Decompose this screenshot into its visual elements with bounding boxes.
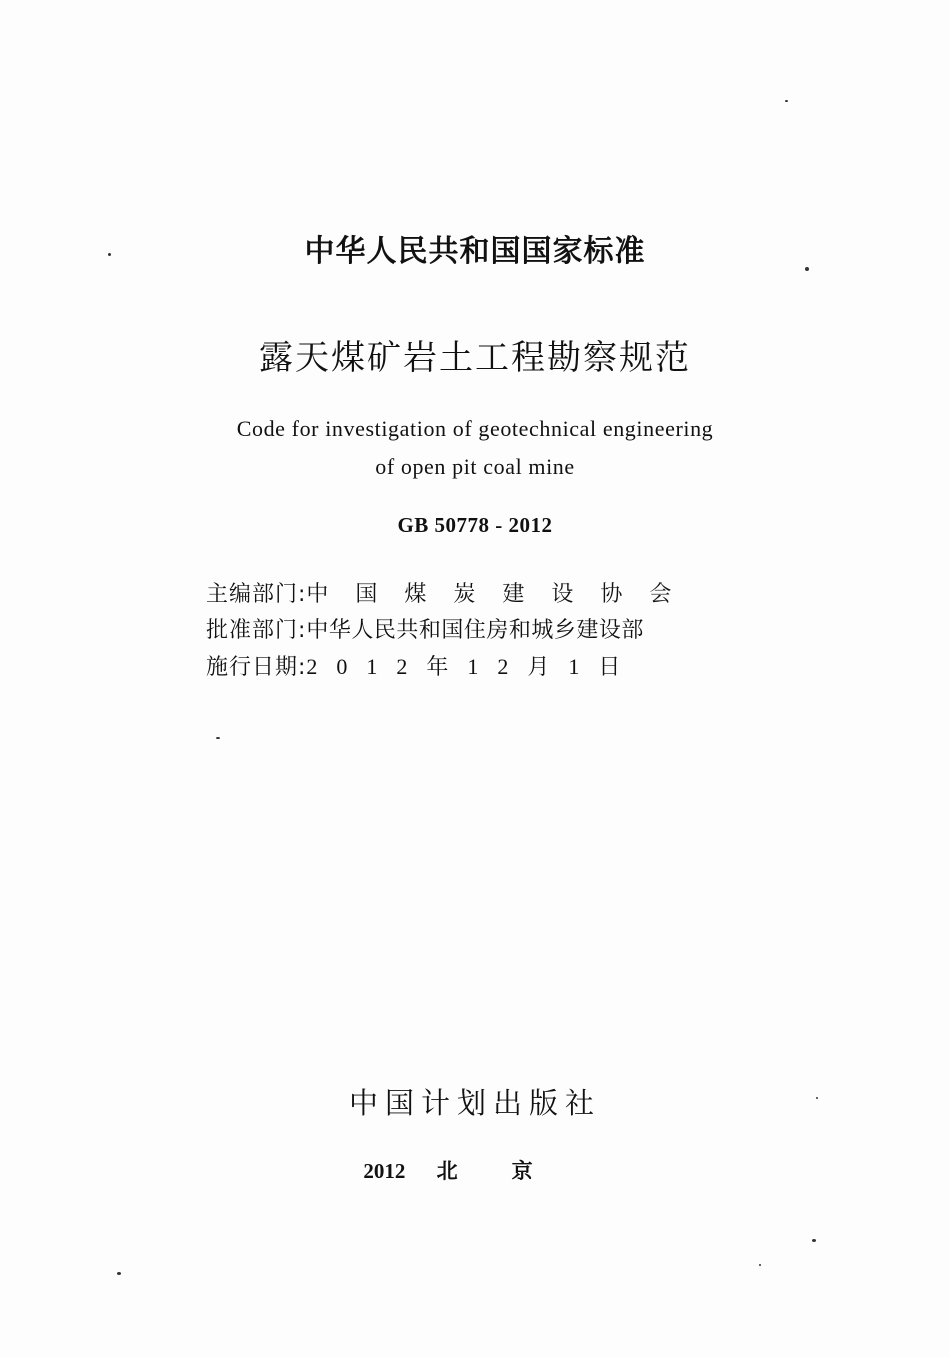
title-english-line-2: of open pit coal mine bbox=[375, 454, 575, 479]
editor-value: 中国煤炭建设协会 bbox=[306, 582, 699, 607]
title-chinese: 露天煤矿岩土工程勘察规范 bbox=[259, 338, 691, 378]
publication-place-year bbox=[0, 1155, 950, 1185]
publisher-name: 中国计划出版社 bbox=[348, 1086, 601, 1120]
scan-speck bbox=[216, 737, 220, 739]
publication-details bbox=[206, 577, 698, 685]
approver-value: 中华人民共和国住房和城乡建设部 bbox=[306, 618, 644, 643]
effective-date-row bbox=[206, 649, 698, 685]
standard-series-heading: 中华人民共和国国家标准 bbox=[304, 234, 646, 269]
scan-speck bbox=[816, 1097, 818, 1099]
approver-label: 批准部门: bbox=[206, 618, 307, 643]
publication-city: 北京 bbox=[436, 1159, 587, 1183]
scan-speck bbox=[805, 267, 809, 271]
publication-year: 2012 bbox=[363, 1159, 406, 1183]
scan-speck bbox=[117, 1272, 121, 1275]
editor-label: 主编部门: bbox=[206, 582, 307, 607]
scan-speck bbox=[759, 1264, 761, 1266]
editor-row bbox=[206, 577, 698, 613]
title-english bbox=[0, 410, 950, 486]
effective-date-label: 施行日期: bbox=[206, 655, 307, 680]
approver-row bbox=[206, 613, 698, 649]
standard-code: GB 50778 - 2012 bbox=[397, 513, 553, 537]
title-english-line-1: Code for investigation of geotechnical engineering bbox=[236, 416, 714, 441]
scan-speck bbox=[108, 253, 111, 256]
scan-speck bbox=[785, 100, 788, 102]
scan-speck bbox=[812, 1239, 816, 1242]
effective-date-value: 2012年12月1日 bbox=[306, 654, 640, 679]
